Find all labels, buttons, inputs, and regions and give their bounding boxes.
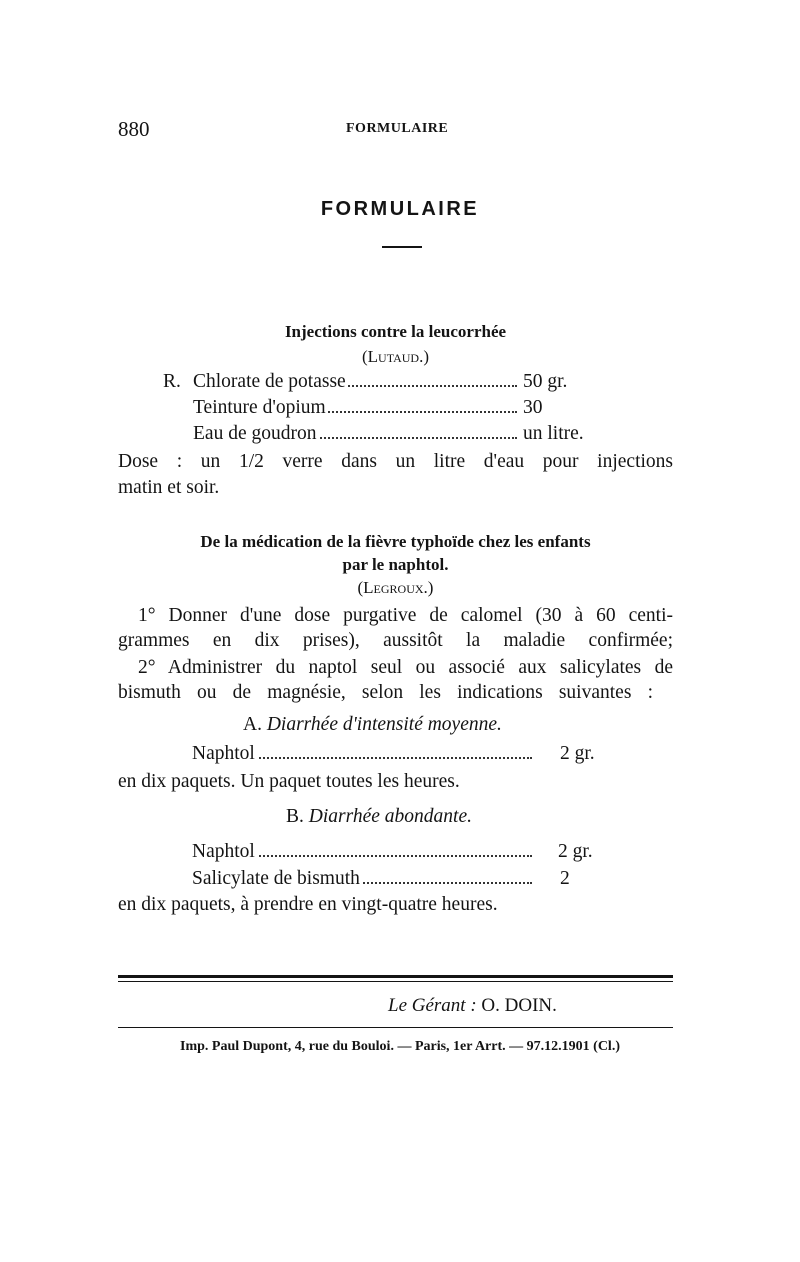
ingredient-line-3 [193,423,643,447]
recipe-prefix: R. [163,371,181,392]
ingredient-quantity: 50 gr. [523,371,568,392]
ingredient-name: Chlorate de potasse [193,371,346,392]
gerant-label: Le Gérant : [388,995,477,1016]
section1-author: (Lutaud.) [362,347,429,366]
main-title: FORMULAIRE [320,198,480,220]
running-head [118,117,538,141]
caseA-item-name: Naphtol [192,743,255,764]
ingredient-name: Teinture d'opium [193,397,326,418]
caseB-label: B. [286,806,304,827]
caseB-item-1 [192,841,612,865]
caseB-item-quantity: 2 gr. [558,841,593,862]
ingredient-line-2 [193,397,628,421]
ingredient-quantity: 30 [523,397,543,418]
title-rule [382,246,422,248]
page-number: 880 [118,117,150,141]
gerant-name: O. DOIN. [481,995,557,1016]
section1-title: Injections contre la leucorrhée [284,322,507,341]
para1-line2: grammes en dix prises), aussitôt la maladie confirmée; [118,630,673,651]
gerant-line [388,995,557,1017]
caseB-item-2 [192,868,612,892]
caseA-item [192,743,612,767]
caseB-item-name: Salicylate de bismuth [192,868,360,889]
section2-title-line2: par le naphtol. [342,555,449,574]
caseB-note: en dix paquets, à prendre en vingt-quatre heures. [118,894,498,915]
caseA-note: en dix paquets. Un paquet toutes les heures. [118,771,460,792]
imprint-rule [118,1027,673,1028]
running-title: FORMULAIRE [346,121,449,136]
footer-rule-thin [118,981,673,982]
caseA-item-quantity: 2 gr. [560,743,595,764]
caseA-title: Diarrhée d'intensité moyenne. [266,714,502,735]
caseA-heading [243,714,502,736]
para1-line1: 1° Donner d'une dose purgative de calomel (30 à 60 centi- [138,605,673,626]
section2-author: (Legroux.) [357,578,434,597]
dose-text-line2: matin et soir. [118,477,220,498]
para2-line2: bismuth ou de magnésie, selon les indications suivantes : [118,682,653,703]
caseA-label: A. [243,714,262,735]
ingredient-name: Eau de goudron [193,423,317,444]
caseB-item-name: Naphtol [192,841,255,862]
caseB-title: Diarrhée abondante. [308,806,472,827]
caseB-item-quantity: 2 [560,868,570,889]
ingredient-line-1 [193,371,628,395]
dose-text-line1: Dose : un 1/2 verre dans un litre d'eau pour injections [118,451,673,472]
printer-imprint: Imp. Paul Dupont, 4, rue du Bouloi. — Paris, 1er Arrt. — 97.12.1901 (Cl.) [180,1039,620,1054]
footer-rule-thick [118,975,673,978]
para2-line1: 2° Administrer du naptol seul ou associé aux salicylates de [138,657,673,678]
section2-title-line1: De la médication de la fièvre typhoïde chez les enfants [200,532,591,551]
ingredient-quantity: un litre. [523,423,584,444]
caseB-heading [286,806,472,828]
